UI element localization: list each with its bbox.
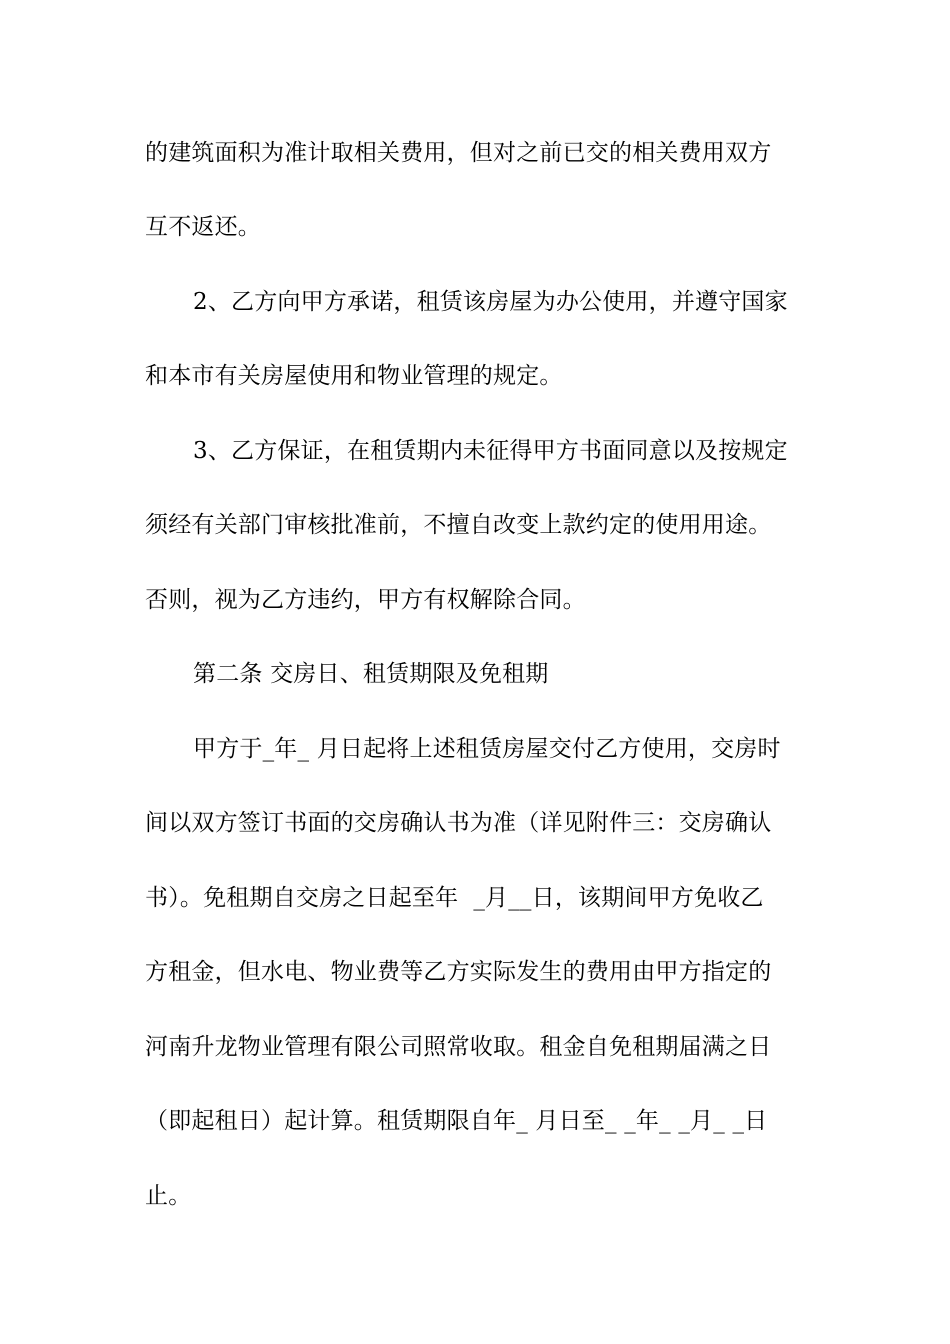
text-line: 止。 [145, 1183, 192, 1209]
text-line: 河南升龙物业管理有限公司照常收取。租金自免租期届满之日 [145, 1034, 772, 1060]
text-line: 须经有关部门审核批准前，不擅自改变上款约定的使用用途。 [145, 512, 772, 538]
text-line: 方租金，但水电、物业费等乙方实际发生的费用由甲方指定的 [145, 959, 772, 985]
paragraph-start: 甲方于_年_ 月日起将上述租赁房屋交付乙方使用，交房时 [193, 736, 781, 762]
text-line: （即起租日）起计算。租赁期限自年_ 月日至_ _年_ _月_ _日 [145, 1108, 768, 1134]
text-line: 互不返还。 [145, 214, 261, 240]
text-line: 间以双方签订书面的交房确认书为准（详见附件三：交房确认 [145, 810, 772, 836]
text-line: 书）。免租期自交房之日起至年 _月__日，该期间甲方免收乙 [145, 885, 764, 911]
text-line: 和本市有关房屋使用和物业管理的规定。 [145, 363, 563, 389]
paragraph-item-3: 3、乙方保证，在租赁期内未征得甲方书面同意以及按规定 [193, 438, 788, 464]
section-heading: 第二条 交房日、租赁期限及免租期 [193, 661, 549, 687]
paragraph-item-2: 2、乙方向甲方承诺，租赁该房屋为办公使用，并遵守国家 [193, 289, 788, 315]
text-line: 的建筑面积为准计取相关费用，但对之前已交的相关费用双方 [145, 140, 772, 166]
text-line: 否则，视为乙方违约，甲方有权解除合同。 [145, 587, 586, 613]
